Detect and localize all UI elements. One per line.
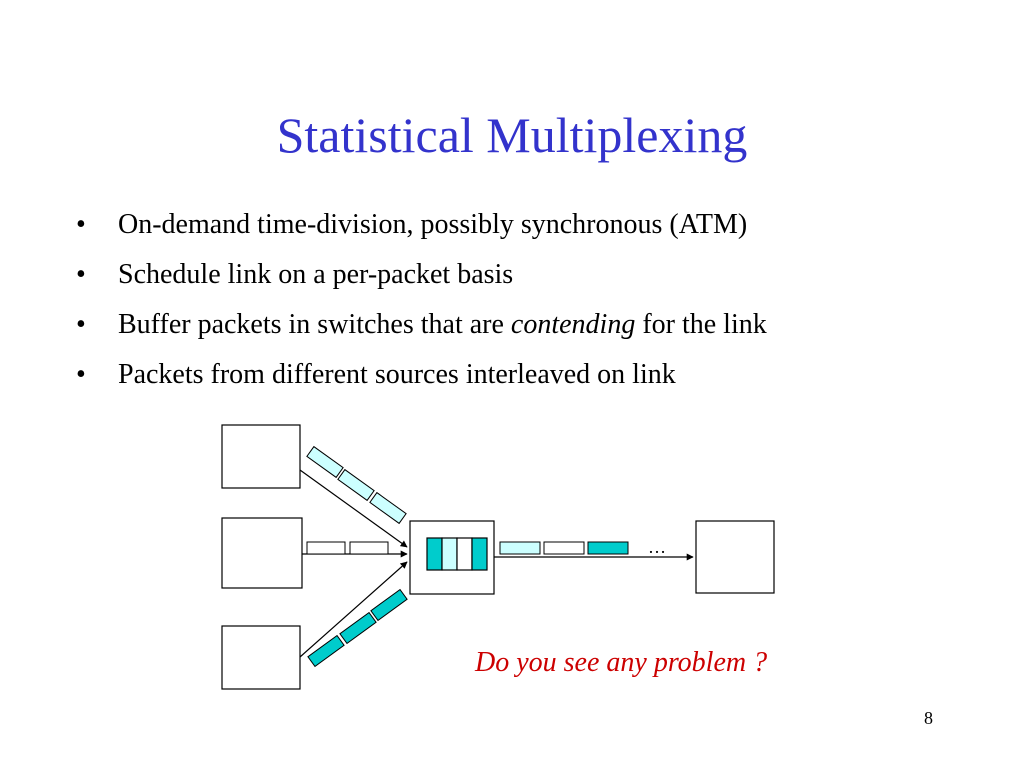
switch-buffer [427,538,487,570]
source-host-top [222,425,300,488]
packet [371,590,407,621]
packet-queue-bottom [308,590,407,667]
packet-queue-middle [307,542,388,554]
bullet-text: On-demand time-division, possibly synchronous (ATM) [118,209,748,240]
buffer-slot [472,538,487,570]
packet [338,470,374,501]
source-host-middle [222,518,302,588]
packet [308,636,344,667]
bullet-marker: • [76,359,86,390]
bullet-marker: • [76,309,86,340]
bullet-text: Packets from different sources interleaved on link [118,359,676,390]
bullet-text-tail: for the link [635,309,767,340]
buffer-slot [442,538,457,570]
packet [588,542,628,554]
bullet-marker: • [76,209,86,240]
packet [307,542,345,554]
source-host-bottom [222,626,300,689]
packet [350,542,388,554]
bullet-emphasis: contending [510,309,636,340]
packet-queue-shared-link [500,542,628,554]
slide-title: Statistical Multiplexing [276,107,748,163]
packet [544,542,584,554]
packet [370,493,406,524]
buffer-slot [457,538,472,570]
bullet-text: Schedule link on a per-packet basis [118,259,514,290]
packet [307,447,343,478]
discussion-question: Do you see any problem ? [475,647,768,678]
destination-host [696,521,774,593]
page-number: 8 [924,708,933,728]
buffer-slot [427,538,442,570]
bullet-marker: • [76,259,86,290]
link-ellipsis: … [648,537,666,557]
packet [500,542,540,554]
bullet-text: Buffer packets in switches that are [118,309,511,340]
